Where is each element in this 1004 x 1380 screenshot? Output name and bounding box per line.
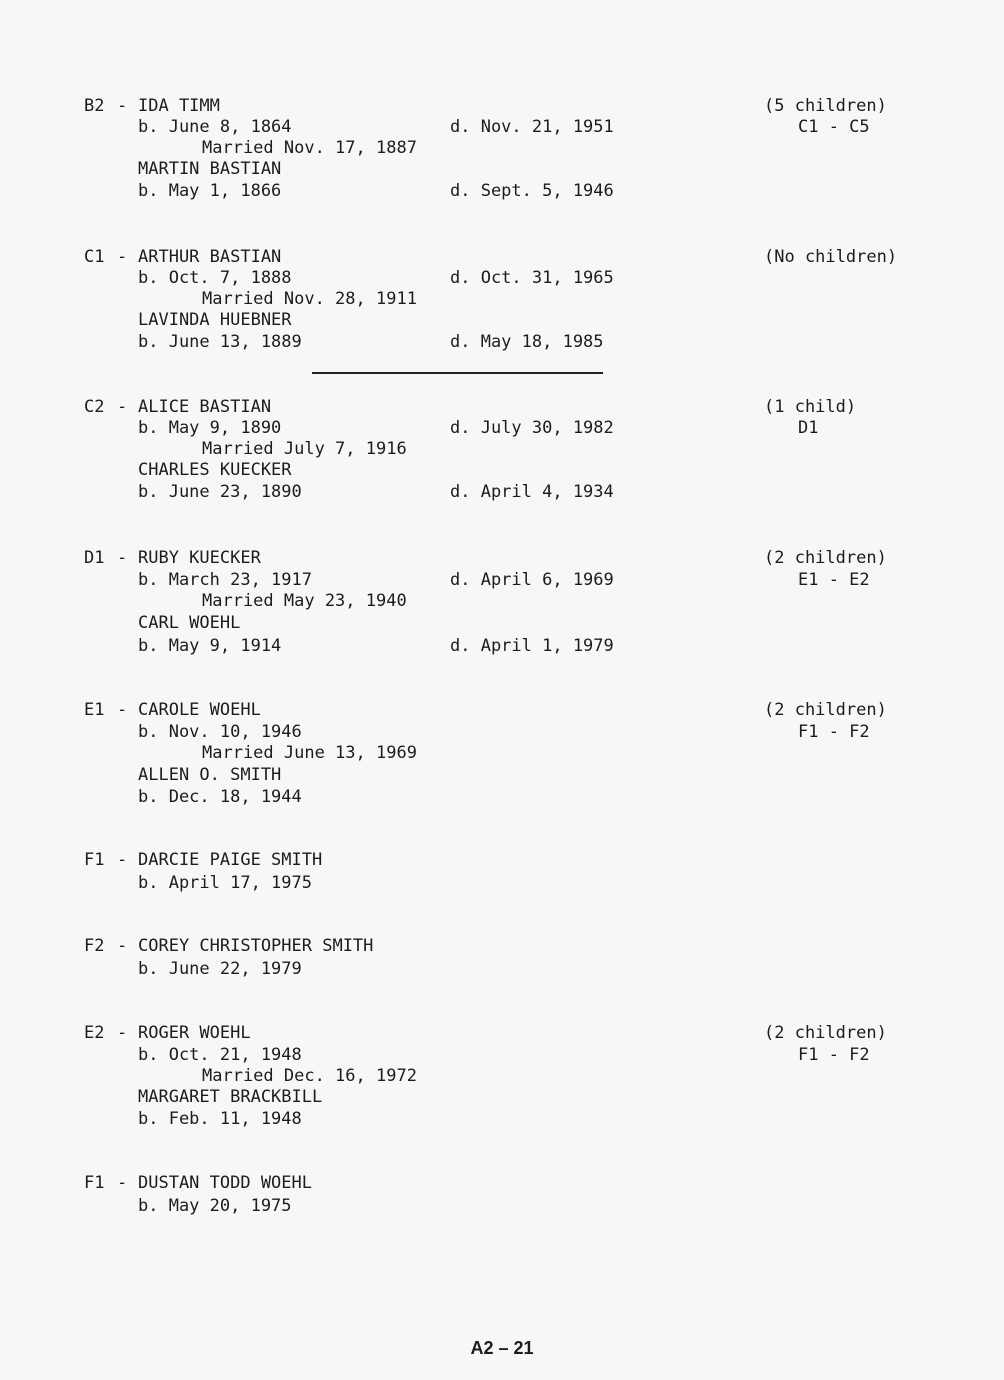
birth-date: b. March 23, 1917 [138, 570, 312, 590]
entry-code: E2 [84, 1023, 105, 1043]
section-divider [312, 372, 603, 374]
entry-separator: - [117, 1023, 128, 1043]
person-name: IDA TIMM [138, 96, 220, 116]
entry-code: D1 [84, 548, 105, 568]
birth-date: b. Nov. 10, 1946 [138, 722, 302, 742]
entry-code: C2 [84, 397, 105, 417]
spouse-death-date: d. Sept. 5, 1946 [450, 181, 614, 201]
person-name: COREY CHRISTOPHER SMITH [138, 936, 374, 956]
spouse-birth-date: b. May 1, 1866 [138, 181, 282, 201]
entry-separator: - [117, 850, 128, 870]
entry-separator: - [117, 700, 128, 720]
spouse-birth-date: b. June 13, 1889 [138, 332, 302, 352]
entry-code: F1 [84, 850, 105, 870]
birth-date: b. June 8, 1864 [138, 117, 292, 137]
spouse-name: MARTIN BASTIAN [138, 159, 282, 179]
children-range: F1 - F2 [798, 1045, 870, 1065]
children-count: (2 children) [764, 548, 887, 568]
spouse-birth-date: b. Dec. 18, 1944 [138, 787, 302, 807]
spouse-birth-date: b. May 9, 1914 [138, 636, 282, 656]
person-name: DUSTAN TODD WOEHL [138, 1173, 312, 1193]
spouse-name: CARL WOEHL [138, 613, 241, 633]
entry-separator: - [117, 936, 128, 956]
person-name: CAROLE WOEHL [138, 700, 261, 720]
death-date: d. July 30, 1982 [450, 418, 614, 438]
marriage-date: Married July 7, 1916 [202, 439, 407, 459]
entry-code: F2 [84, 936, 105, 956]
children-count: (1 child) [764, 397, 857, 417]
spouse-birth-date: b. June 23, 1890 [138, 482, 302, 502]
entry-code: B2 [84, 96, 105, 116]
person-name: ROGER WOEHL [138, 1023, 251, 1043]
children-count: (5 children) [764, 96, 887, 116]
spouse-name: MARGARET BRACKBILL [138, 1087, 323, 1107]
marriage-date: Married Nov. 17, 1887 [202, 138, 417, 158]
death-date: d. Nov. 21, 1951 [450, 117, 614, 137]
entry-separator: - [117, 397, 128, 417]
birth-date: b. April 17, 1975 [138, 873, 312, 893]
death-date: d. April 6, 1969 [450, 570, 614, 590]
page-number: A2 – 21 [470, 1338, 534, 1358]
children-range: E1 - E2 [798, 570, 870, 590]
birth-date: b. May 20, 1975 [138, 1196, 292, 1216]
birth-date: b. Oct. 7, 1888 [138, 268, 292, 288]
death-date: d. Oct. 31, 1965 [450, 268, 614, 288]
marriage-date: Married June 13, 1969 [202, 743, 417, 763]
birth-date: b. June 22, 1979 [138, 959, 302, 979]
entry-separator: - [117, 247, 128, 267]
spouse-name: CHARLES KUECKER [138, 460, 292, 480]
marriage-date: Married May 23, 1940 [202, 591, 407, 611]
spouse-name: ALLEN O. SMITH [138, 765, 282, 785]
children-count: (2 children) [764, 1023, 887, 1043]
children-count: (No children) [764, 247, 898, 267]
entry-separator: - [117, 1173, 128, 1193]
marriage-date: Married Dec. 16, 1972 [202, 1066, 417, 1086]
spouse-name: LAVINDA HUEBNER [138, 310, 292, 330]
spouse-death-date: d. May 18, 1985 [450, 332, 604, 352]
entry-code: F1 [84, 1173, 105, 1193]
entry-code: C1 [84, 247, 105, 267]
children-range: D1 [798, 418, 819, 438]
person-name: ALICE BASTIAN [138, 397, 272, 417]
children-range: C1 - C5 [798, 117, 870, 137]
birth-date: b. May 9, 1890 [138, 418, 282, 438]
entry-code: E1 [84, 700, 105, 720]
children-count: (2 children) [764, 700, 887, 720]
spouse-birth-date: b. Feb. 11, 1948 [138, 1109, 302, 1129]
spouse-death-date: d. April 1, 1979 [450, 636, 614, 656]
spouse-death-date: d. April 4, 1934 [450, 482, 614, 502]
person-name: DARCIE PAIGE SMITH [138, 850, 323, 870]
birth-date: b. Oct. 21, 1948 [138, 1045, 302, 1065]
marriage-date: Married Nov. 28, 1911 [202, 289, 417, 309]
entry-separator: - [117, 548, 128, 568]
person-name: ARTHUR BASTIAN [138, 247, 282, 267]
children-range: F1 - F2 [798, 722, 870, 742]
entry-separator: - [117, 96, 128, 116]
person-name: RUBY KUECKER [138, 548, 261, 568]
